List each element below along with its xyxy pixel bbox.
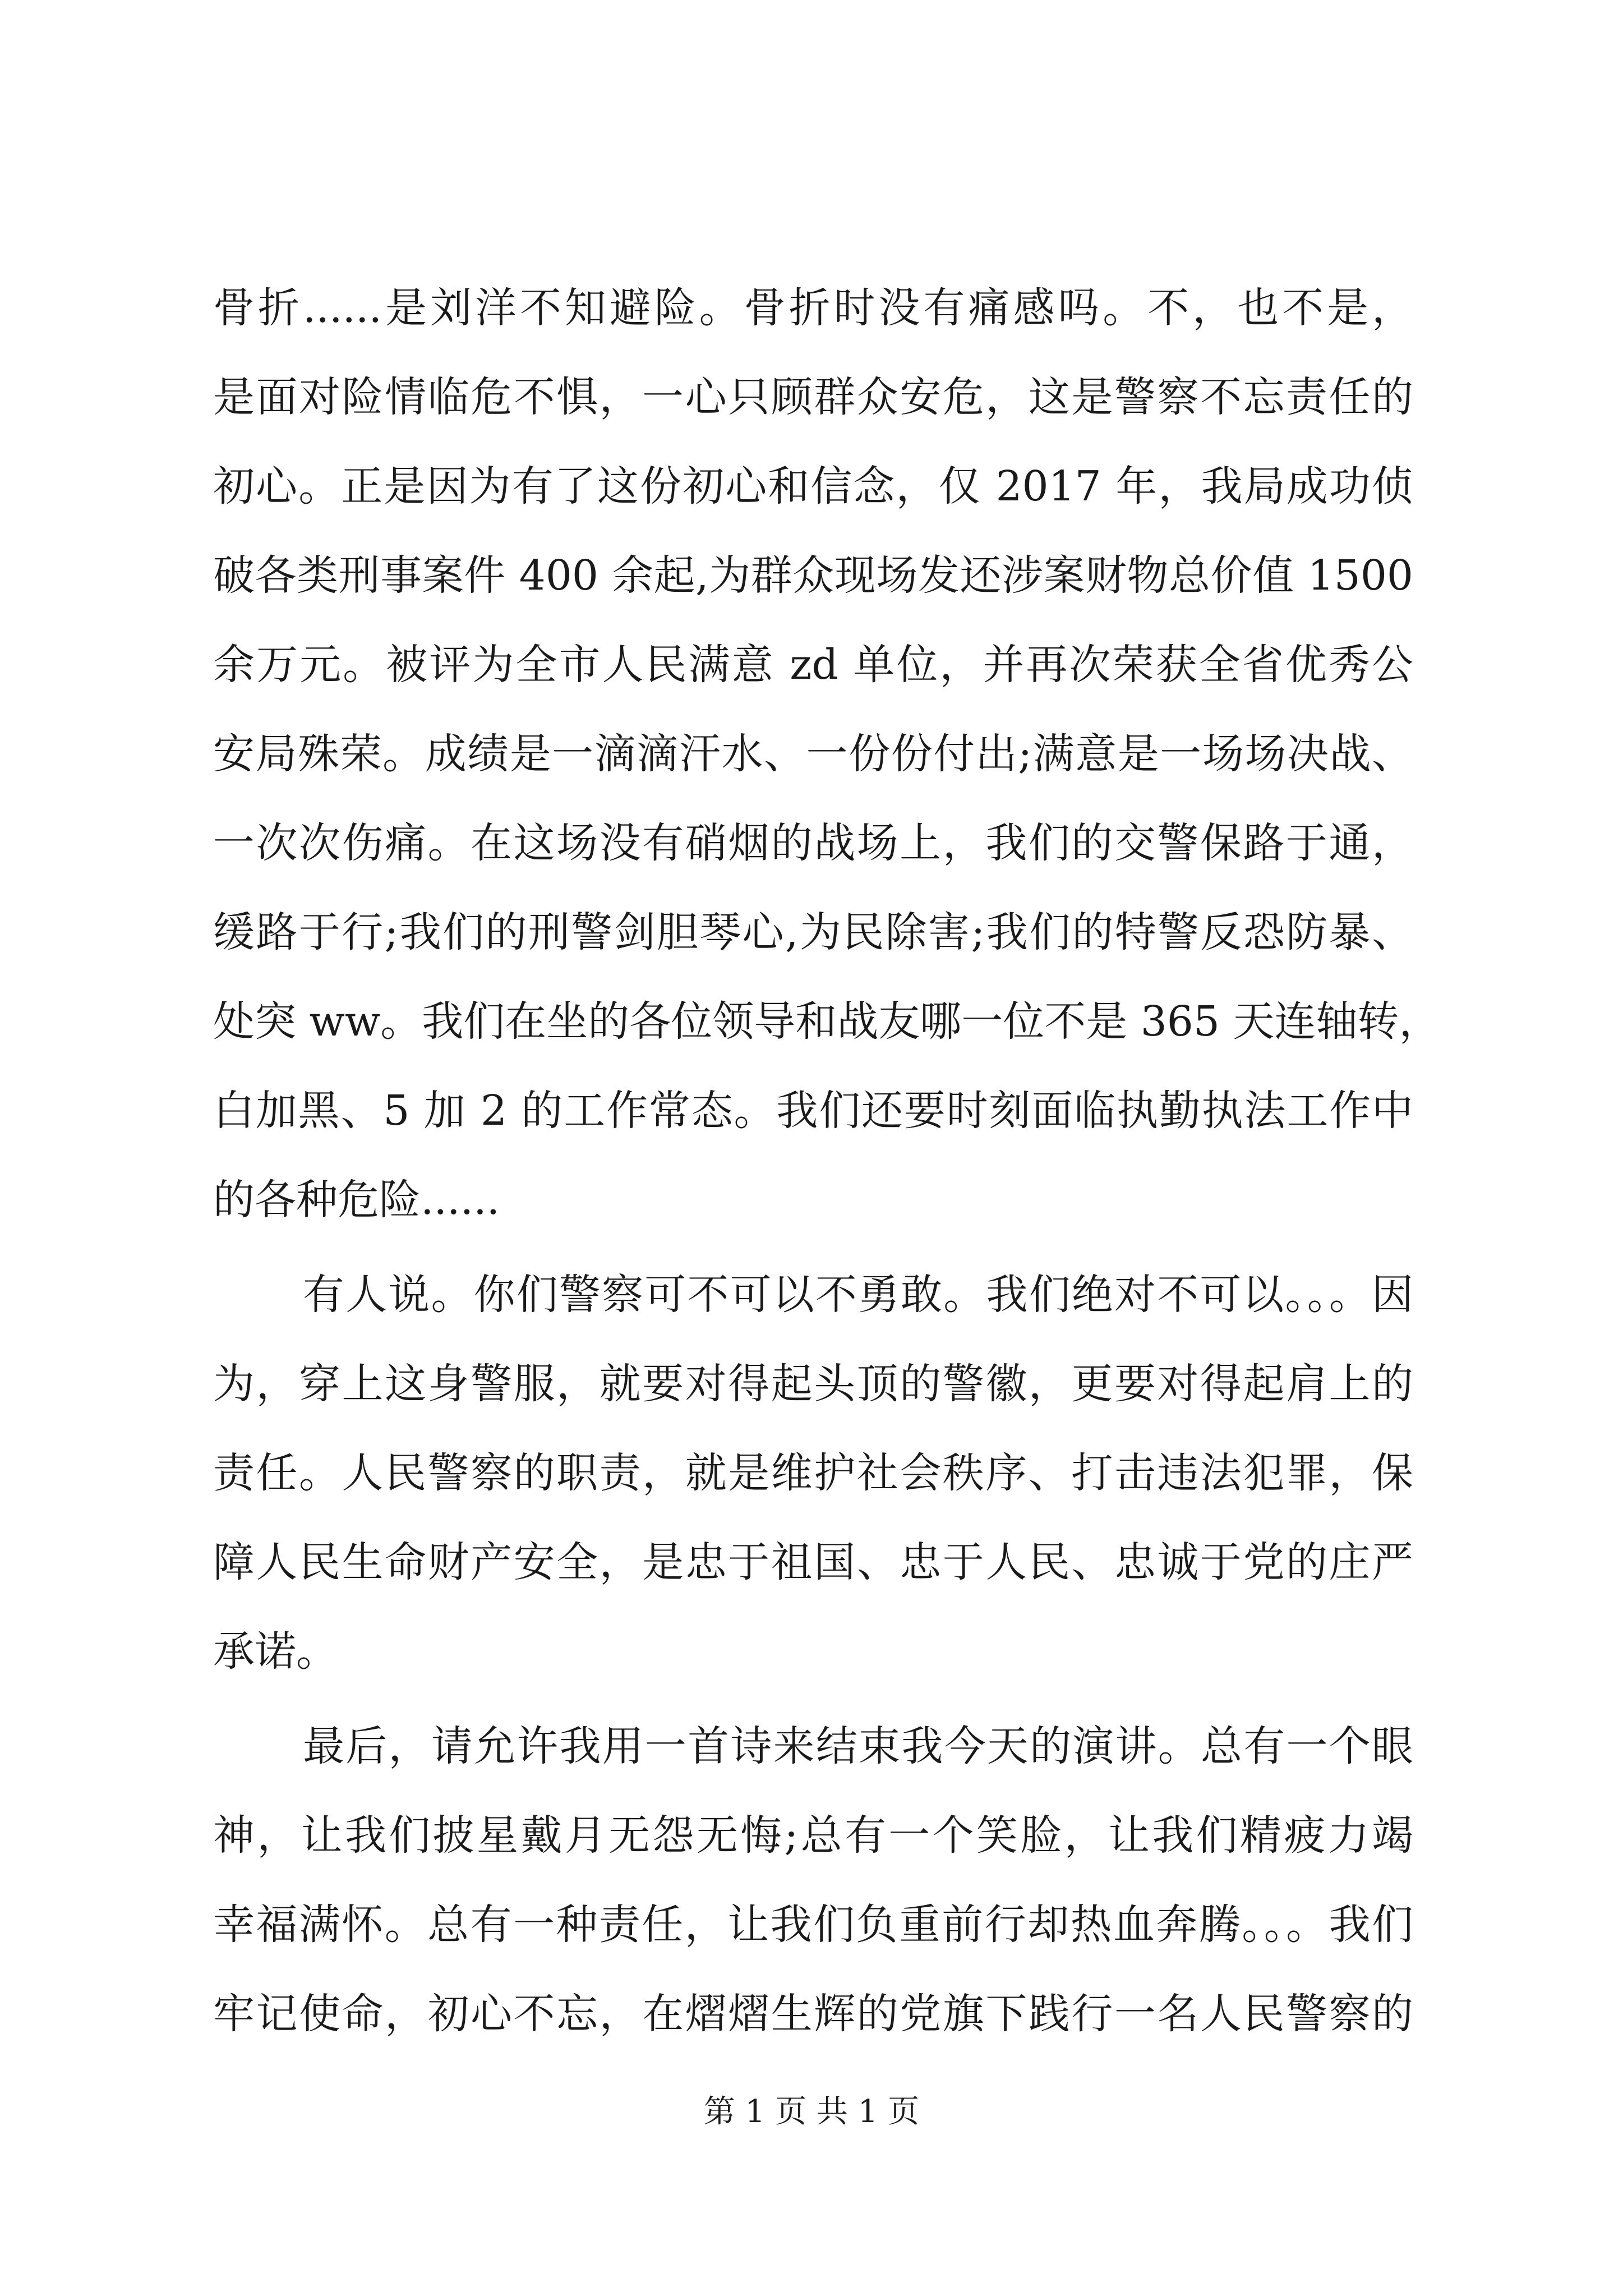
page-footer bbox=[0, 2092, 1623, 2132]
paragraph-2 bbox=[213, 1250, 1413, 1696]
text-line: 责任。人民警察的职责，就是维护社会秩序、打击违法犯罪，保 bbox=[213, 1449, 1413, 1497]
paragraph-3 bbox=[213, 1702, 1413, 2059]
text-line: 安局殊荣。成绩是一滴滴汗水、一份份付出;满意是一场场决战、 bbox=[213, 730, 1413, 778]
text-line: 有人说。你们警察可不可以不勇敢。我们绝对不可以。。。因 bbox=[303, 1271, 1413, 1319]
text-line: 神，让我们披星戴月无怨无悔;总有一个笑脸，让我们精疲力竭 bbox=[213, 1811, 1413, 1860]
paragraph-spacer bbox=[213, 1696, 1413, 1702]
text-line: 一次次伤痛。在这场没有硝烟的战场上，我们的交警保路于通， bbox=[213, 819, 1413, 867]
text-line: 是面对险情临危不惧，一心只顾群众安危，这是警察不忘责任的 bbox=[213, 373, 1413, 421]
page-number-label: 第 1 页 共 1 页 bbox=[703, 2093, 920, 2130]
text-line: 的各种危险...... bbox=[213, 1176, 500, 1224]
text-line: 为，穿上这身警服，就要对得起头顶的警徽，更要对得起肩上的 bbox=[213, 1360, 1413, 1408]
paragraph-spacer bbox=[213, 1245, 1413, 1250]
text-line: 牢记使命，初心不忘，在熠熠生辉的党旗下践行一名人民警察的 bbox=[213, 1990, 1413, 2038]
text-line: 处突 ww。我们在坐的各位领导和战友哪一位不是 365 天连轴转， bbox=[213, 997, 1441, 1046]
text-line: 最后，请允许我用一首诗来结束我今天的演讲。总有一个眼 bbox=[303, 1722, 1413, 1770]
paragraph-1 bbox=[213, 264, 1441, 1245]
text-line: 初心。正是因为有了这份初心和信念，仅 2017 年，我局成功侦 bbox=[213, 462, 1413, 510]
text-line: 缓路于行;我们的刑警剑胆琴心,为民除害;我们的特警反恐防暴、 bbox=[213, 908, 1413, 956]
document-body bbox=[213, 264, 1441, 2059]
text-line: 破各类刑事案件 400 余起,为群众现场发还涉案财物总价值 1500 bbox=[213, 551, 1413, 600]
text-line: 骨折......是刘洋不知避险。骨折时没有痛感吗。不，也不是， bbox=[213, 284, 1413, 332]
text-line: 障人民生命财产安全，是忠于祖国、忠于人民、忠诚于党的庄严 bbox=[213, 1538, 1413, 1586]
text-line: 白加黑、5 加 2 的工作常态。我们还要时刻面临执勤执法工作中 bbox=[213, 1087, 1413, 1135]
text-line: 幸福满怀。总有一种责任，让我们负重前行却热血奔腾。。。我们 bbox=[213, 1901, 1413, 1949]
text-line: 余万元。被评为全市人民满意 zd 单位，并再次荣获全省优秀公 bbox=[213, 641, 1413, 689]
text-line: 承诺。 bbox=[213, 1627, 338, 1676]
